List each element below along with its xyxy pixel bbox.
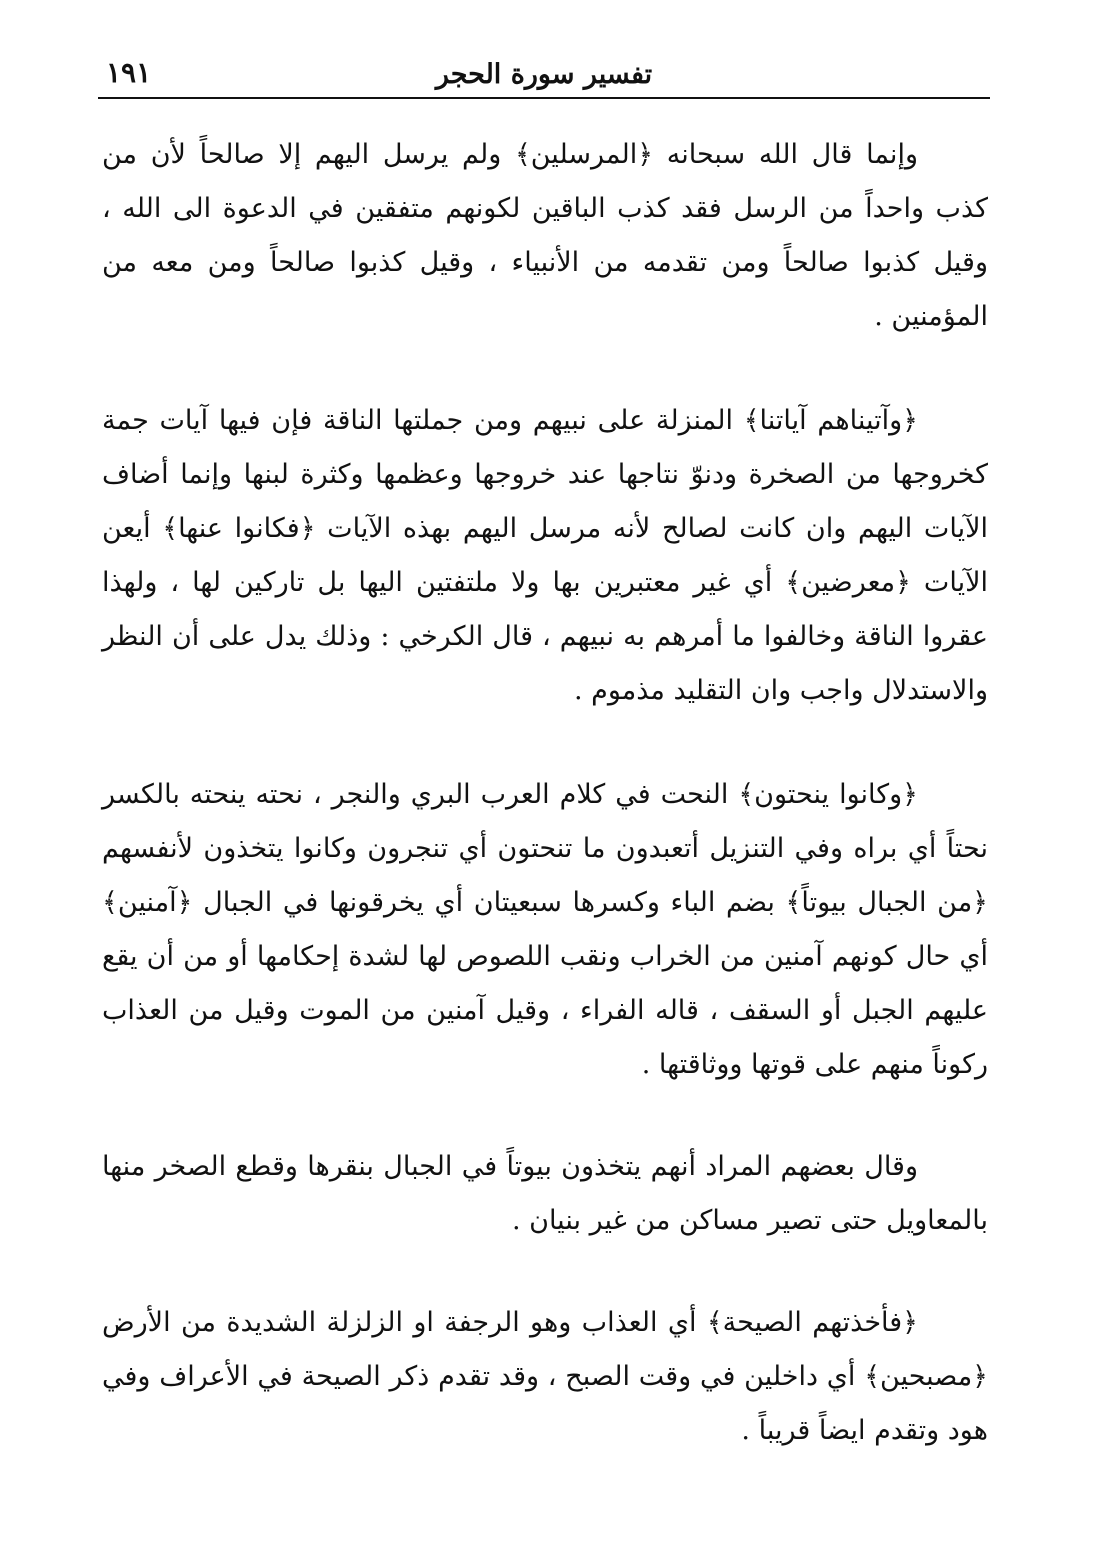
running-header [98, 52, 990, 96]
paragraph-gap [102, 1248, 988, 1296]
body-text [102, 128, 988, 1458]
paragraph-1: وإنما قال الله سبحانه ﴿المرسلين﴾ ولم يرسل اليهم إلا صالحاً لأن من كذب واحداً من الرسل فقد كذب الباقين لكونهم متفقين في الدعوة الى الله ، وقيل كذبوا صالحاً ومن تقدمه من الأنبياء ، وقيل كذبوا صالحاً ومن معه من المؤمنين . [102, 139, 988, 332]
paragraph-4: وقال بعضهم المراد أنهم يتخذون بيوتاً في الجبال بنقرها وقطع الصخر منها بالمعاويل حتى تصير مساكن من غير بنيان . [102, 1151, 988, 1236]
paragraph-gap [102, 718, 988, 768]
paragraph-5: ﴿فأخذتهم الصيحة﴾ أي العذاب وهو الرجفة او الزلزلة الشديدة من الأرض ﴿مصبحين﴾ أي داخلين في وقت الصبح ، وقد تقدم ذكر الصيحة في الأعراف وفي هود وتقدم ايضاً قريباً . [102, 1307, 988, 1446]
chapter-title: تفسير سورة الحجر [435, 59, 653, 90]
paragraph-2: ﴿وآتيناهم آياتنا﴾ المنزلة على نبيهم ومن جملتها الناقة فإن فيها آيات جمة كخروجها من الصخرة ودنوّ نتاجها عند خروجها وعظمها وكثرة لبنها وإنما أضاف الآيات اليهم وان كانت لصالح لأنه مرسل اليهم بهذه الآيات ﴿فكانوا عنها﴾ أيعن الآيات ﴿معرضين﴾ أي غير معتبرين بها ولا ملتفتين اليها بل تاركين لها ، ولهذا عقروا الناقة وخالفوا ما أمرهم به نبيهم ، قال الكرخي : وذلك يدل على أن النظر والاستدلال واجب وان التقليد مذموم . [102, 405, 988, 706]
paragraph-gap [102, 1092, 988, 1140]
paragraph-gap [102, 344, 988, 394]
page-number: ١٩١ [106, 56, 152, 89]
header-rule [98, 97, 990, 99]
paragraph-3: ﴿وكانوا ينحتون﴾ النحت في كلام العرب البري والنجر ، نحته ينحته بالكسر نحتاً أي براه وفي التنزيل أتعبدون ما تنحتون أي تنجرون وكانوا يتخذون لأنفسهم ﴿من الجبال بيوتاً﴾ بضم الباء وكسرها سبعيتان أي يخرقونها في الجبال ﴿آمنين﴾ أي حال كونهم آمنين من الخراب ونقب اللصوص لها لشدة إحكامها أو من أن يقع عليهم الجبل أو السقف ، قاله الفراء ، وقيل آمنين من الموت وقيل من العذاب ركوناً منهم على قوتها ووثاقتها . [102, 779, 988, 1080]
